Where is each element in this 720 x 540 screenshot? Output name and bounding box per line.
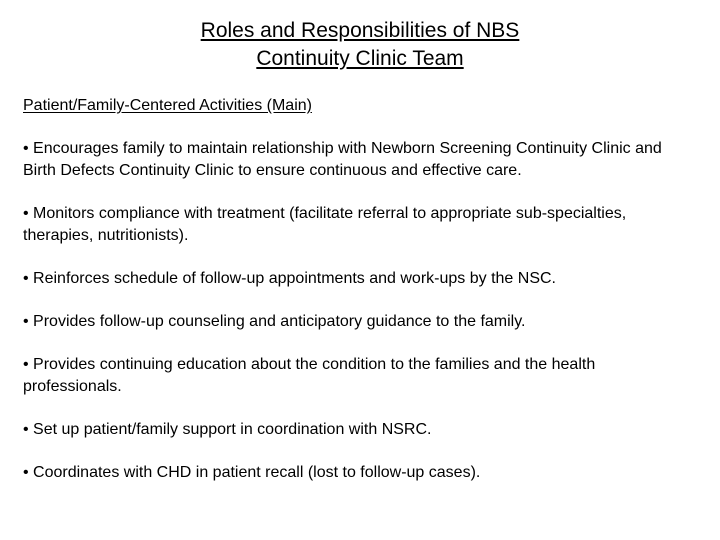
bullet-list xyxy=(23,138,683,484)
slide-title-line-1: Roles and Responsibilities of NBS xyxy=(200,19,520,42)
bullet-item-counseling: • Provides follow-up counseling and anticipatory guidance to the family. xyxy=(23,313,526,330)
slide-title-line-2: Continuity Clinic Team xyxy=(256,47,464,70)
bullet-item-family-relationship: • Encourages family to maintain relationship with Newborn Screening Continuity Clinic and Birth Defects Continuity Clinic to ensure continuous and effective care. xyxy=(23,140,662,179)
bullet-item-continuing-education: • Provides continuing education about the condition to the families and the health professionals. xyxy=(23,356,596,395)
bullet-item-treatment-compliance: • Monitors compliance with treatment (facilitate referral to appropriate sub-specialties, therapies, nutritionists). xyxy=(23,205,627,244)
slide-title xyxy=(60,17,660,73)
bullet-item-support-setup: • Set up patient/family support in coordination with NSRC. xyxy=(23,421,432,438)
bullet-item-patient-recall: • Coordinates with CHD in patient recall (lost to follow-up cases). xyxy=(23,464,481,481)
section-heading: Patient/Family-Centered Activities (Main) xyxy=(23,97,312,114)
slide-content xyxy=(23,95,683,505)
bullet-item-follow-up-schedule: • Reinforces schedule of follow-up appointments and work-ups by the NSC. xyxy=(23,270,556,287)
